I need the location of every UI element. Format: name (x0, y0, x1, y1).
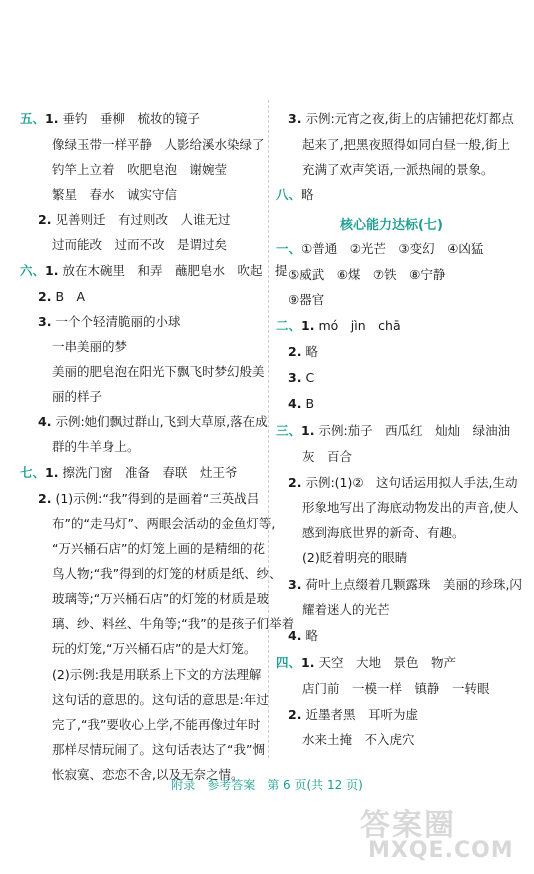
section-5-q1 (20, 110, 200, 128)
page-footer: 附录 参考答案 第 6 页(共 12 页) (171, 778, 363, 792)
answer-line: 水来土掩 不入虎穴 (302, 732, 415, 747)
answer-text: 示例:元宵之夜,街上的店铺把花灯都点 (305, 111, 514, 126)
answer-text: B (305, 396, 315, 411)
answer-line: ⑨器官 (288, 292, 325, 307)
question-number: 1. (45, 263, 59, 278)
question-number: 2. (38, 212, 52, 227)
question-number: 2. (288, 707, 302, 722)
section-5-q2 (38, 211, 230, 229)
answer-line: “万兴桶石店”的灯笼上画的是精细的花 (52, 541, 265, 556)
answer-line: 群的牛羊身上。 (52, 439, 140, 454)
answer-line: 感到海底世界的新奇、有趣。 (302, 525, 465, 540)
section-6-q2 (38, 288, 85, 306)
answer-text: mó jìn chā (318, 318, 401, 333)
answer-line: 像绿玉带一样平静 人影给溪水染绿了 (52, 137, 265, 152)
answer-text: 略 (301, 187, 314, 202)
answer-line: 怅寂寞、恋恋不舍,以及无奈之情。 (52, 767, 244, 782)
question-number: 1. (301, 655, 315, 670)
answer-line: 充满了欢声笑语,一派热闹的景象。 (302, 162, 494, 177)
question-number: 3. (288, 111, 302, 126)
answer-text: 擦洗门窗 准备 春联 灶王爷 (62, 465, 238, 480)
question-number: 3. (288, 577, 302, 592)
section-marker: 二、 (276, 318, 302, 333)
section-marker: 三、 (276, 423, 302, 438)
answer-text: 一个个轻清脆丽的小球 (55, 314, 181, 329)
watermark-url: MXQE.COM (368, 838, 514, 863)
answer-text: (1)示例:“我”得到的是画着“三英战吕 (55, 491, 260, 506)
part-4-q2 (288, 706, 418, 724)
answer-line: 钓竿上立着 吹肥皂泡 谢婉莹 (52, 162, 228, 177)
section-7-q1 (20, 464, 237, 482)
question-number: 1. (301, 423, 315, 438)
answer-line: 那样尽情玩闹了。这句话表达了“我”惆 (52, 742, 265, 757)
answer-line: 布”的“走马灯”、两眼会活动的金鱼灯等, (52, 516, 276, 531)
section-7-q2 (38, 490, 259, 508)
section-title: 核心能力达标(七) (340, 218, 443, 233)
answer-line: 这句话的意思的。这句话的意思是:年过 (52, 692, 269, 707)
section-marker: 四、 (276, 655, 302, 670)
part-1 (276, 240, 483, 258)
answer-text: 近墨者黑 耳听为虚 (305, 707, 418, 722)
section-8 (276, 186, 314, 204)
answer-text: 见善则迁 有过则改 人谁无过 (55, 212, 231, 227)
part-4-q1 (276, 654, 456, 672)
answer-line: 过而能改 过而不改 是谓过矣 (52, 237, 228, 252)
question-number: 1. (45, 111, 59, 126)
section-marker: 七、 (20, 465, 46, 480)
answer-text: 荷叶上点缀着几颗露珠 美丽的珍珠,闪 (305, 577, 522, 592)
part-3-q3 (288, 576, 522, 594)
answer-text: ①普通 ②光芒 ③变幻 ④凶猛 (301, 241, 484, 256)
question-number: 2. (38, 289, 52, 304)
question-number: 1. (301, 318, 315, 333)
answer-line: (2)眨着明亮的眼睛 (302, 550, 408, 565)
answer-text: 示例:茄子 西瓜红 灿灿 绿油油 (318, 423, 511, 438)
answer-line: 繁星 春水 诚实守信 (52, 187, 178, 202)
answer-text: 示例:她们飘过群山,飞到大草原,落在成 (55, 414, 268, 429)
question-number: 4. (288, 628, 302, 643)
answer-line: 灰 百合 (302, 449, 353, 464)
question-number: 4. (38, 414, 52, 429)
section-6-q3 (38, 313, 180, 331)
answer-line: 完了,“我”要收心上学,不能再像过年时 (52, 717, 261, 732)
part-2-q3 (288, 369, 314, 387)
right-q3 (288, 110, 514, 128)
question-number: 3. (38, 314, 52, 329)
answer-line: 一串美丽的梦 (52, 339, 128, 354)
answer-line: ⑤威武 ⑥煤 ⑦铁 ⑧宁静 (288, 267, 446, 282)
answer-text: 示例:(1)② 这句话运用拟人手法,生动 (305, 475, 518, 490)
part-3-q2 (288, 474, 518, 492)
answer-line: 璃、纱、料丝、牛角等;“我”的是孩子们举着 (52, 616, 295, 631)
answer-line: 形象地写出了海底动物发出的声音,使人 (302, 500, 519, 515)
answer-text: 垂钓 垂柳 梳妆的镜子 (62, 111, 200, 126)
part-3-q4 (288, 627, 318, 645)
answer-line: 鸟人物;“我”得到的灯笼的材质是纸、纱、 (52, 566, 282, 581)
question-number: 4. (288, 396, 302, 411)
section-marker: 六、 (20, 263, 46, 278)
answer-text: 放在木碗里 和弄 蘸肥皂水 吹起 提 (62, 263, 288, 278)
part-2-q2 (288, 343, 318, 361)
section-6-q1 (20, 262, 287, 280)
section-marker: 一、 (276, 241, 302, 256)
question-number: 1. (45, 465, 59, 480)
answer-text: 略 (305, 628, 318, 643)
answer-text: B A (55, 289, 86, 304)
part-3-q1 (276, 422, 510, 440)
answer-text: C (305, 370, 315, 385)
answer-line: 玻璃等;“万兴桶石店”的灯笼的材质是玻 (52, 591, 270, 606)
answer-text: 略 (305, 344, 318, 359)
section-6-q4 (38, 413, 268, 431)
part-2-q1 (276, 317, 401, 335)
section-marker: 八、 (276, 187, 302, 202)
answer-line: 玩的灯笼,“万兴桶石店”的是大灯笼。 (52, 641, 257, 656)
watermark-logo: 答案圈 (360, 808, 456, 843)
answer-line: (2)示例:我是用联系上下文的方法理解 (52, 667, 262, 682)
part-2-q4 (288, 395, 314, 413)
answer-line: 美丽的肥皂泡在阳光下飘飞时梦幻般美 (52, 364, 265, 379)
question-number: 2. (288, 344, 302, 359)
column-divider (268, 100, 269, 758)
answer-line: 起来了,把黑夜照得如同白昼一般,街上 (302, 137, 510, 152)
answer-line: 店门前 一模一样 镇静 一转眼 (302, 681, 490, 696)
question-number: 2. (288, 475, 302, 490)
answer-line: 耀着迷人的光芒 (302, 602, 390, 617)
question-number: 3. (288, 370, 302, 385)
section-marker: 五、 (20, 111, 46, 126)
answer-text: 天空 大地 景色 物产 (318, 655, 456, 670)
answer-line: 丽的样子 (52, 389, 103, 404)
question-number: 2. (38, 491, 52, 506)
